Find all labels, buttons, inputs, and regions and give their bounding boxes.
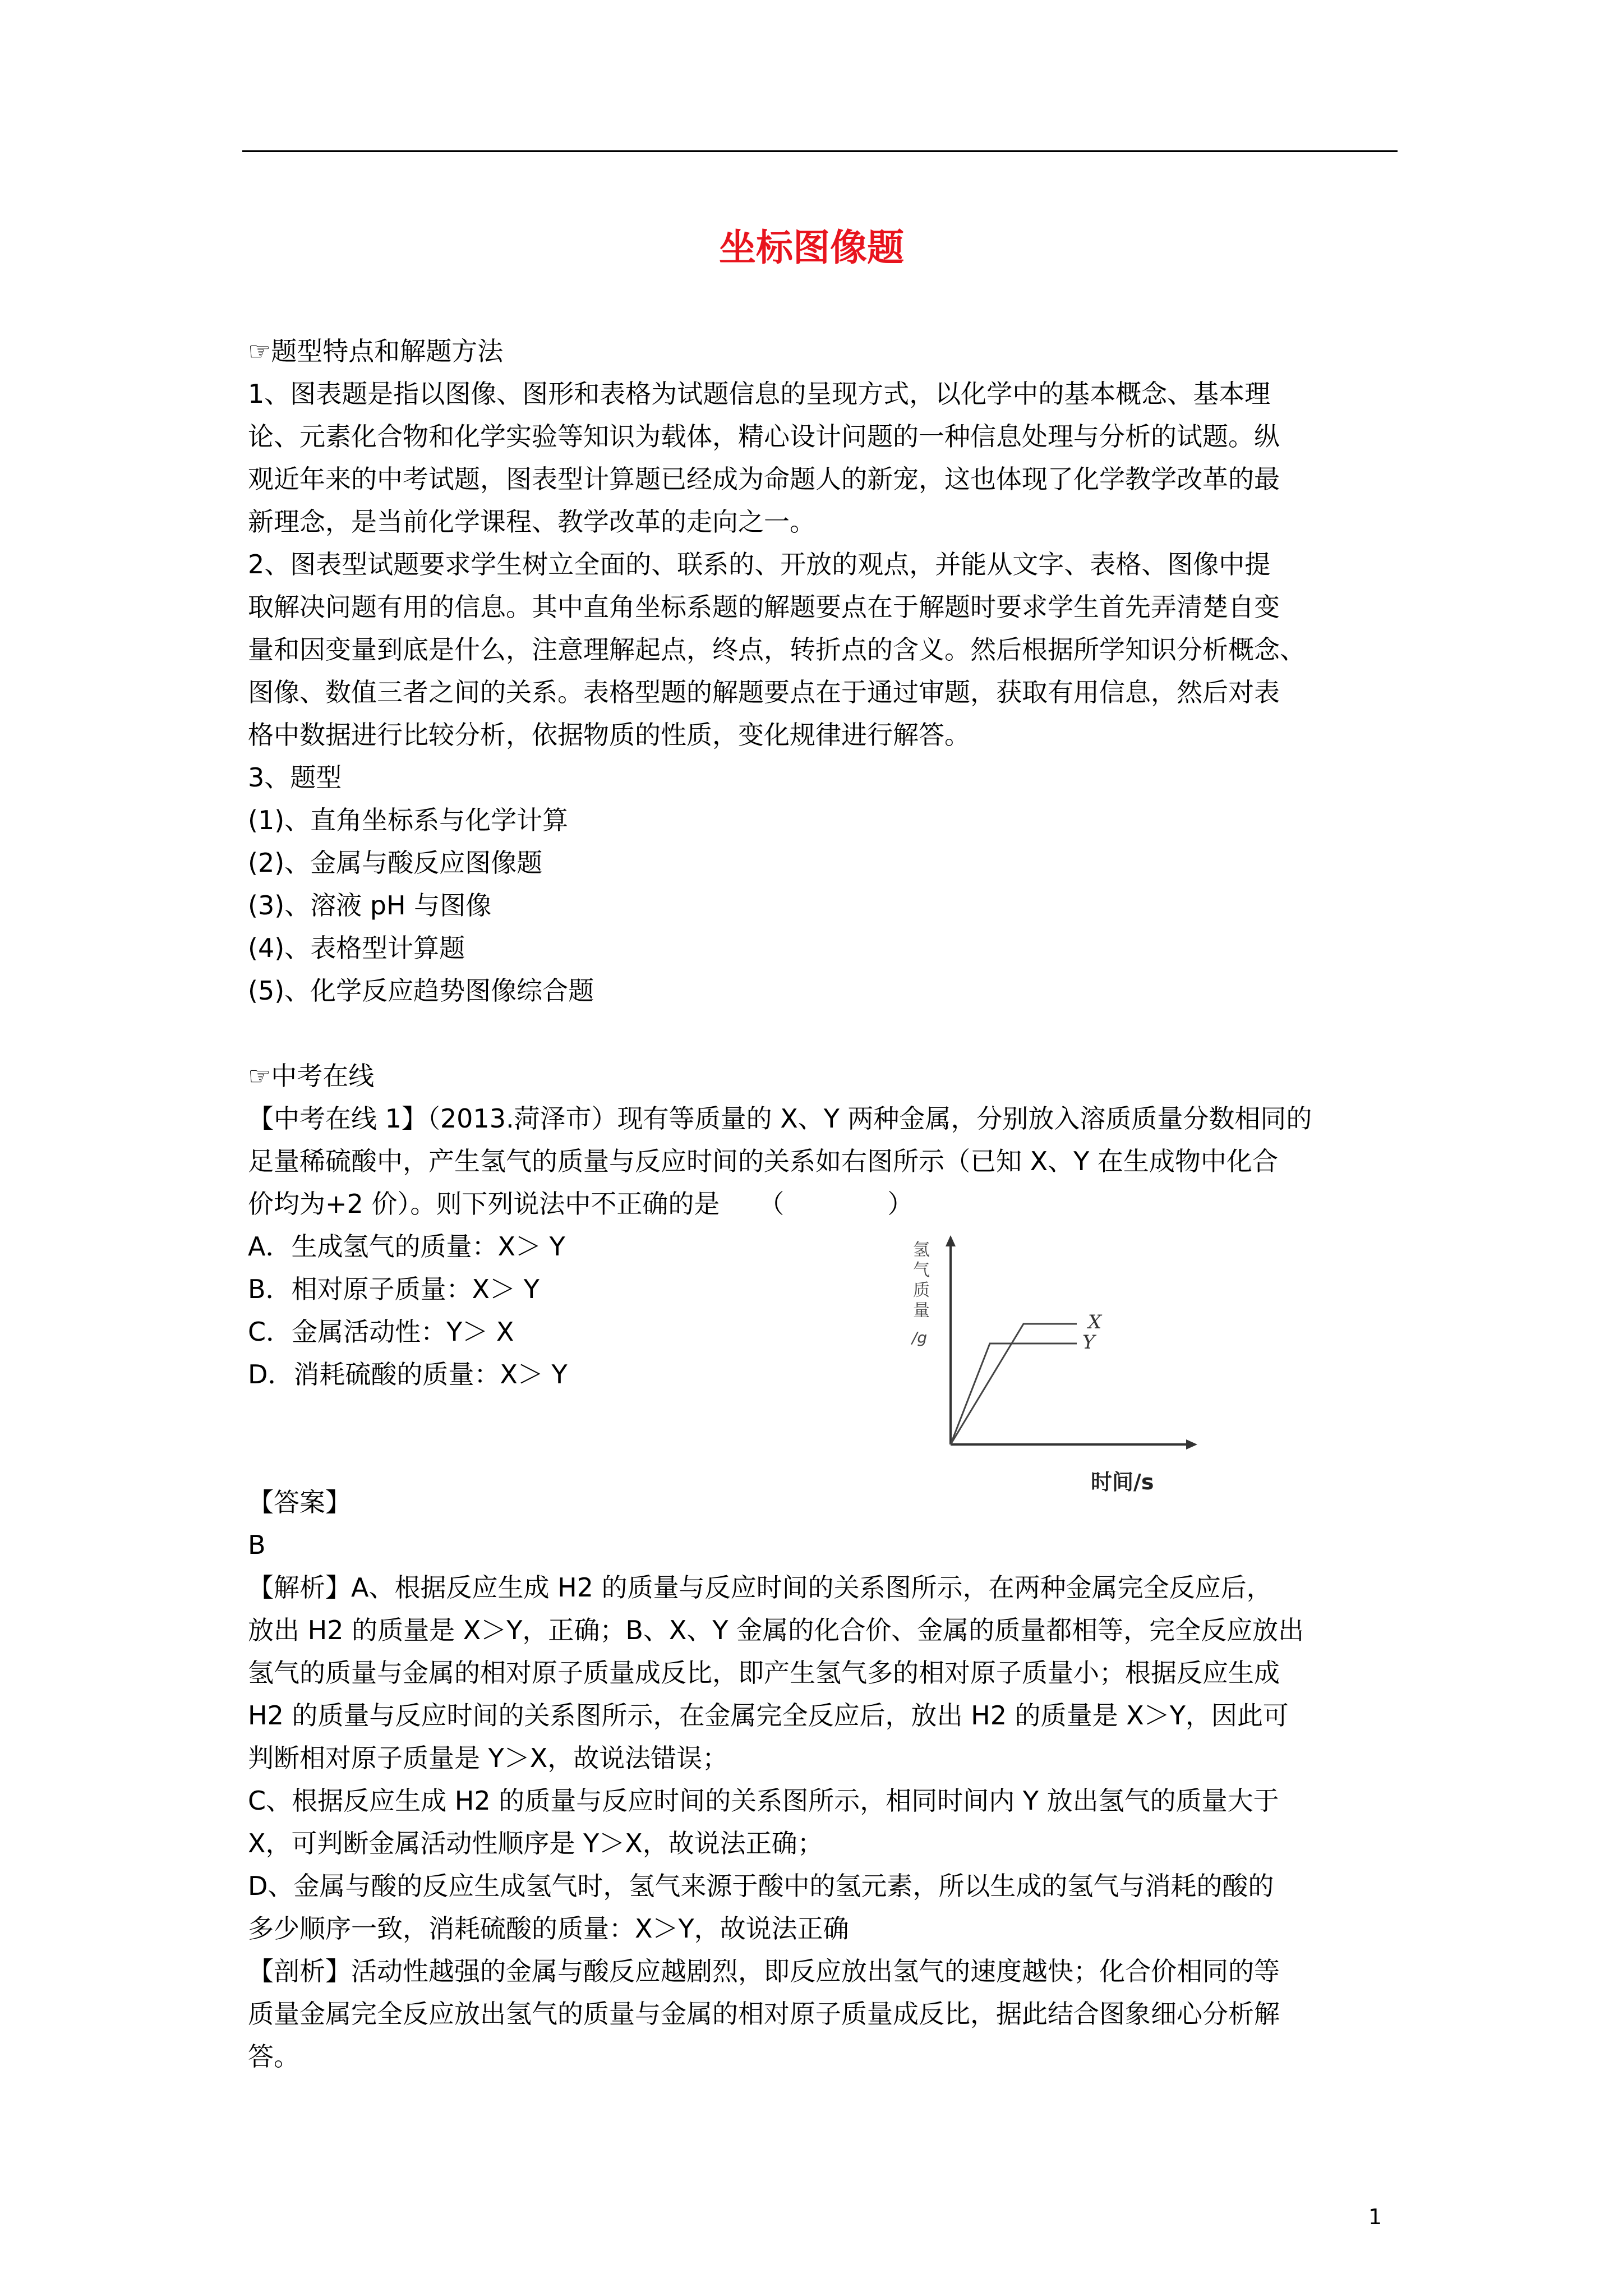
text-line: 量和因变量到底是什么，注意理解起点，终点，转折点的含义。然后根据所学知识分析概念、 xyxy=(248,634,1306,665)
text-line: 足量稀硫酸中，产生氢气的质量与反应时间的关系如右图所示（已知 X、Y 在生成物中化合 xyxy=(248,1146,1278,1176)
text-line: (2)、金属与酸反应图像题 xyxy=(248,848,543,878)
reaction-curve-graph xyxy=(897,1223,1256,1503)
text-line: 氢气的质量与金属的相对原子质量成反比，即产生氢气多的相对原子质量小；根据反应生成 xyxy=(248,1658,1280,1688)
text-line: (3)、溶液 pH 与图像 xyxy=(248,890,492,921)
y-axis-arrow xyxy=(946,1235,956,1246)
text-line: D、金属与酸的反应生成氢气时，氢气来源于酸中的氢元素，所以生成的氢气与消耗的酸的 xyxy=(248,1871,1274,1901)
y-label-char-1: 氢 xyxy=(913,1240,930,1260)
text-line: B xyxy=(248,1530,266,1560)
text-line: 放出 H2 的质量是 X＞Y，正确；B、X、Y 金属的化合价、金属的质量都相等，完全反应放出 xyxy=(248,1615,1304,1645)
text-line: 1、图表题是指以图像、图形和表格为试题信息的呈现方式，以化学中的基本概念、基本理 xyxy=(248,379,1271,409)
text-line: 3、题型 xyxy=(248,762,342,793)
text-line: 多少顺序一致，消耗硫酸的质量：X＞Y，故说法正确 xyxy=(248,1913,849,1944)
y-label-char-3: 质 xyxy=(913,1281,930,1300)
text-line: 【解析】A、根据反应生成 H2 的质量与反应时间的关系图所示，在两种金属完全反应后， xyxy=(248,1572,1272,1603)
curve-x xyxy=(951,1324,1077,1444)
text-line: 判断相对原子质量是 Y＞X，故说法错误； xyxy=(248,1743,728,1773)
text-line: 【答案】 xyxy=(248,1487,351,1517)
text-line: X，可判断金属活动性顺序是 Y＞X，故说法正确； xyxy=(248,1828,823,1858)
x-axis-arrow xyxy=(1186,1439,1197,1450)
curve-y-label: Y xyxy=(1082,1331,1095,1354)
text-line: C．金属活动性：Y＞ X xyxy=(248,1317,514,1347)
text-line: (4)、表格型计算题 xyxy=(248,933,465,963)
text-line: H2 的质量与反应时间的关系图所示，在金属完全反应后，放出 H2 的质量是 X＞Y，因此可 xyxy=(248,1700,1289,1731)
curve-x-label: X xyxy=(1088,1311,1102,1333)
text-line: C、根据反应生成 H2 的质量与反应时间的关系图所示，相同时间内 Y 放出氢气的质量大于 xyxy=(248,1786,1279,1816)
text-line: 新理念，是当前化学课程、教学改革的走向之一。 xyxy=(248,507,815,537)
text-line: 答。 xyxy=(248,2041,299,2072)
text-line: A．生成氢气的质量：X＞ Y xyxy=(248,1231,565,1262)
y-label-char-4: 量 xyxy=(913,1301,930,1320)
header-rule xyxy=(242,150,1398,152)
text-line: 【中考在线 1】（2013.菏泽市）现有等质量的 X、Y 两种金属，分别放入溶质质量分数相同的 xyxy=(248,1103,1312,1134)
text-line: 格中数据进行比较分析，依据物质的性质，变化规律进行解答。 xyxy=(248,720,970,750)
text-line: 2、图表型试题要求学生树立全面的、联系的、开放的观点，并能从文字、表格、图像中提 xyxy=(248,549,1271,579)
text-line: ☞题型特点和解题方法 xyxy=(248,336,504,366)
text-line: 【剖析】活动性越强的金属与酸反应越剧烈，即反应放出氢气的速度越快；化合价相同的等 xyxy=(248,1956,1280,1986)
text-line: 论、元素化合物和化学实验等知识为载体，精心设计问题的一种信息处理与分析的试题。纵 xyxy=(248,421,1280,452)
page-title: 坐标图像题 xyxy=(719,226,904,269)
text-line: 取解决问题有用的信息。其中直角坐标系题的解题要点在于解题时要求学生首先弄清楚自变 xyxy=(248,592,1280,622)
page-number: 1 xyxy=(1368,2205,1382,2229)
x-axis-label: 时间/s xyxy=(1091,1470,1154,1494)
y-unit: /g xyxy=(912,1328,928,1347)
text-line: 质量金属完全反应放出氢气的质量与金属的相对原子质量成反比，据此结合图象细心分析解 xyxy=(248,1999,1280,2029)
text-line: B．相对原子质量：X＞ Y xyxy=(248,1274,540,1304)
text-line: (1)、直角坐标系与化学计算 xyxy=(248,805,569,835)
text-line: 图像、数值三者之间的关系。表格型题的解题要点在于通过审题，获取有用信息，然后对表 xyxy=(248,677,1280,707)
text-line: (5)、化学反应趋势图像综合题 xyxy=(248,976,594,1006)
text-line: D．消耗硫酸的质量：X＞ Y xyxy=(248,1359,568,1389)
text-line: 价均为+2 价）。则下列说法中不正确的是 （ ） xyxy=(248,1189,914,1219)
text-line: 观近年来的中考试题，图表型计算题已经成为命题人的新宠，这也体现了化学教学改革的最 xyxy=(248,464,1280,494)
hydrogen-mass-time-figure xyxy=(897,1223,1256,1503)
curve-y xyxy=(951,1343,1077,1444)
text-line: ☞中考在线 xyxy=(248,1061,375,1091)
y-label-char-2: 气 xyxy=(913,1260,930,1280)
